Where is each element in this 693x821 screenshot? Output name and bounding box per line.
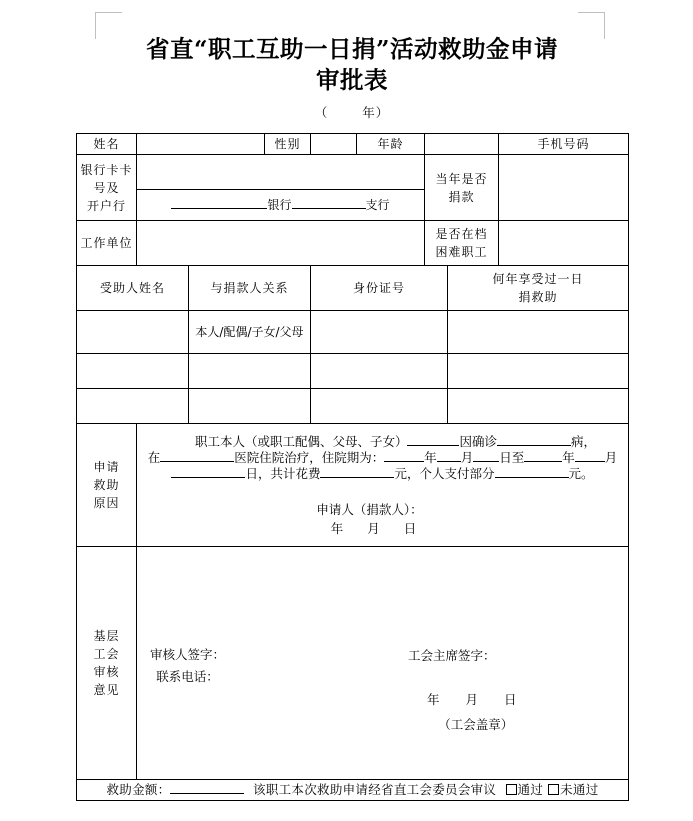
union-date-year: 年 <box>427 692 442 707</box>
applicant-signature-label[interactable]: 申请人（捐款人）： <box>316 501 423 517</box>
beneficiary-id-header: 身份证号 <box>311 266 448 311</box>
workplace-value[interactable] <box>137 221 425 266</box>
reason-blank-start-day[interactable] <box>473 461 499 462</box>
review-label-line4: 意见 <box>93 683 120 697</box>
bank-label <box>77 155 137 221</box>
bank-label-line2: 开户行 <box>86 198 126 213</box>
reason-paragraph-line2 <box>140 450 625 466</box>
reason-text-year1: 年 <box>424 449 437 465</box>
reviewer-signature-label[interactable]: 审核人签字： <box>150 647 226 662</box>
beneficiary-aid-history-2[interactable] <box>448 354 629 389</box>
union-review-right-block <box>385 645 519 736</box>
contact-phone-label[interactable]: 联系电话： <box>156 669 219 684</box>
reason-blank-total-cost[interactable] <box>320 477 394 478</box>
workplace-label: 工作单位 <box>77 221 137 266</box>
review-label-line3: 审核 <box>93 665 120 679</box>
donated-label-line1: 当年是否 <box>435 171 488 186</box>
reason-text-year2: 年 <box>562 449 575 465</box>
reason-text-a: 职工本人（或职工配偶、父母、子女） <box>194 433 408 449</box>
checkbox-fail[interactable] <box>548 784 559 795</box>
beneficiary-name-2[interactable] <box>77 354 189 389</box>
beneficiary-aid-history-header <box>448 266 629 311</box>
union-review-label <box>77 547 137 780</box>
aid-history-header-line1: 何年享受过一日 <box>492 272 584 286</box>
reason-text-cost: 日，共计花费 <box>245 465 321 481</box>
reason-text-month2: 月 <box>604 449 618 465</box>
reason-blank-person[interactable] <box>407 445 459 446</box>
reason-text-hospital: 医院住院治疗，住院期为： <box>234 449 385 465</box>
aid-history-header-line2: 捐救助 <box>518 290 558 304</box>
poverty-label-line1: 是否在档 <box>435 227 488 241</box>
footer-statement: 该职工本次救助申请经省直工会委员会审议 <box>253 782 497 797</box>
beneficiary-relation-2[interactable] <box>189 354 311 389</box>
table-row-bank-upper <box>77 155 629 190</box>
reason-blank-start-year[interactable] <box>384 461 424 462</box>
footer-decision-content <box>77 780 629 801</box>
beneficiary-relation-3[interactable] <box>189 389 311 424</box>
subtitle-year-text: 年） <box>362 105 390 120</box>
age-value[interactable] <box>425 134 499 155</box>
age-label: 年龄 <box>357 134 425 155</box>
option-pass-label: 通过 <box>517 782 544 797</box>
beneficiary-relation-1[interactable]: 本人/配偶/子女/父母 <box>189 311 311 354</box>
beneficiary-id-2[interactable] <box>311 354 448 389</box>
reason-text-b: 因确诊 <box>459 433 497 449</box>
beneficiary-aid-history-3[interactable] <box>448 389 629 424</box>
registered-poverty-value[interactable] <box>499 221 629 266</box>
review-label-line1: 基层 <box>93 629 120 643</box>
application-form-table <box>76 133 629 801</box>
beneficiary-name-3[interactable] <box>77 389 189 424</box>
table-row-basic-info <box>77 134 629 155</box>
reason-blank-end-year[interactable] <box>524 461 562 462</box>
table-row-beneficiary-1 <box>77 311 629 354</box>
reason-blank-start-month[interactable] <box>437 461 461 462</box>
union-date-day: 日 <box>504 692 519 707</box>
donated-this-year-value[interactable] <box>499 155 629 221</box>
reason-text-c: 病， <box>571 433 597 449</box>
phone-label: 手机号码 <box>499 134 629 155</box>
application-reason-label <box>77 424 137 547</box>
reason-label-line3: 原因 <box>93 496 120 510</box>
review-label-line2: 工会 <box>93 647 120 661</box>
document-header <box>76 34 628 121</box>
beneficiary-id-1[interactable] <box>311 311 448 354</box>
table-row-beneficiary-3 <box>77 389 629 424</box>
registered-poverty-label <box>425 221 499 266</box>
union-review-date-line[interactable] <box>385 689 519 711</box>
branch-word: 支行 <box>365 198 390 212</box>
name-value[interactable] <box>137 134 265 155</box>
application-reason-content[interactable] <box>137 424 629 547</box>
bank-card-number-value[interactable] <box>137 155 425 190</box>
page-title-line1: 省直“职工互助一日捐”活动救助金申请 <box>145 35 559 63</box>
union-date-month: 月 <box>465 692 481 707</box>
applicant-date-line[interactable] <box>140 521 625 537</box>
gender-label: 性别 <box>265 134 311 155</box>
bank-label-line1: 银行卡卡号及 <box>80 162 133 195</box>
union-review-content[interactable] <box>137 547 629 780</box>
union-review-inner <box>140 549 625 777</box>
subtitle-open-paren: （ <box>314 105 329 120</box>
bank-branch-fill-line[interactable] <box>137 190 425 221</box>
aid-amount-label: 救助金额： <box>106 782 171 797</box>
table-row-beneficiary-2 <box>77 354 629 389</box>
beneficiary-relation-header: 与捐款人关系 <box>189 266 311 311</box>
applicant-date-day: 日 <box>403 520 419 536</box>
document-year-subtitle <box>76 103 628 121</box>
table-row-union-review <box>77 547 629 780</box>
applicant-date-month: 月 <box>367 520 382 536</box>
beneficiary-name-header: 受助人姓名 <box>77 266 189 311</box>
table-row-application-reason <box>77 424 629 547</box>
table-row-beneficiary-headers <box>77 266 629 311</box>
applicant-date-year: 年 <box>330 520 346 536</box>
reason-text-to: 日至 <box>499 449 525 465</box>
page-title-line2: 审批表 <box>316 66 388 94</box>
reason-blank-hospital[interactable] <box>160 461 234 462</box>
reason-blank-disease[interactable] <box>497 445 571 446</box>
bank-name-blank[interactable] <box>171 208 267 209</box>
union-review-left-block <box>150 644 225 688</box>
reason-text-yuan: 元。 <box>568 465 594 481</box>
option-fail-label: 未通过 <box>560 782 599 797</box>
reason-label-line2: 救助 <box>93 478 120 492</box>
chairman-signature-label[interactable]: 工会主席签字： <box>408 648 496 663</box>
reason-paragraph-line3 <box>140 466 625 482</box>
reason-label-line1: 申请 <box>93 460 120 474</box>
reason-text-month1: 月 <box>460 449 474 465</box>
donated-this-year-label <box>425 155 499 221</box>
reason-blank-end-day[interactable] <box>171 477 245 478</box>
gender-value[interactable] <box>311 134 357 155</box>
page-title <box>76 34 628 96</box>
table-row-workplace <box>77 221 629 266</box>
reason-paragraph-line1 <box>140 434 625 450</box>
poverty-label-line2: 困难职工 <box>435 245 488 259</box>
union-seal-note: （工会盖章） <box>438 717 514 732</box>
checkbox-pass[interactable] <box>506 784 517 795</box>
branch-name-blank[interactable] <box>292 208 366 209</box>
donated-label-line2: 捐款 <box>448 189 475 204</box>
bank-word: 银行 <box>267 198 292 212</box>
beneficiary-name-1[interactable] <box>77 311 189 354</box>
table-row-footer-decision <box>77 780 629 801</box>
reason-text-at: 在 <box>147 449 161 465</box>
reason-blank-end-month[interactable] <box>575 461 605 462</box>
reason-blank-self-payment[interactable] <box>495 477 569 478</box>
beneficiary-aid-history-1[interactable] <box>448 311 629 354</box>
name-label: 姓名 <box>77 134 137 155</box>
aid-amount-blank[interactable] <box>170 793 244 794</box>
reason-text-selfpay: 元，个人支付部分 <box>394 465 495 481</box>
beneficiary-id-3[interactable] <box>311 389 448 424</box>
